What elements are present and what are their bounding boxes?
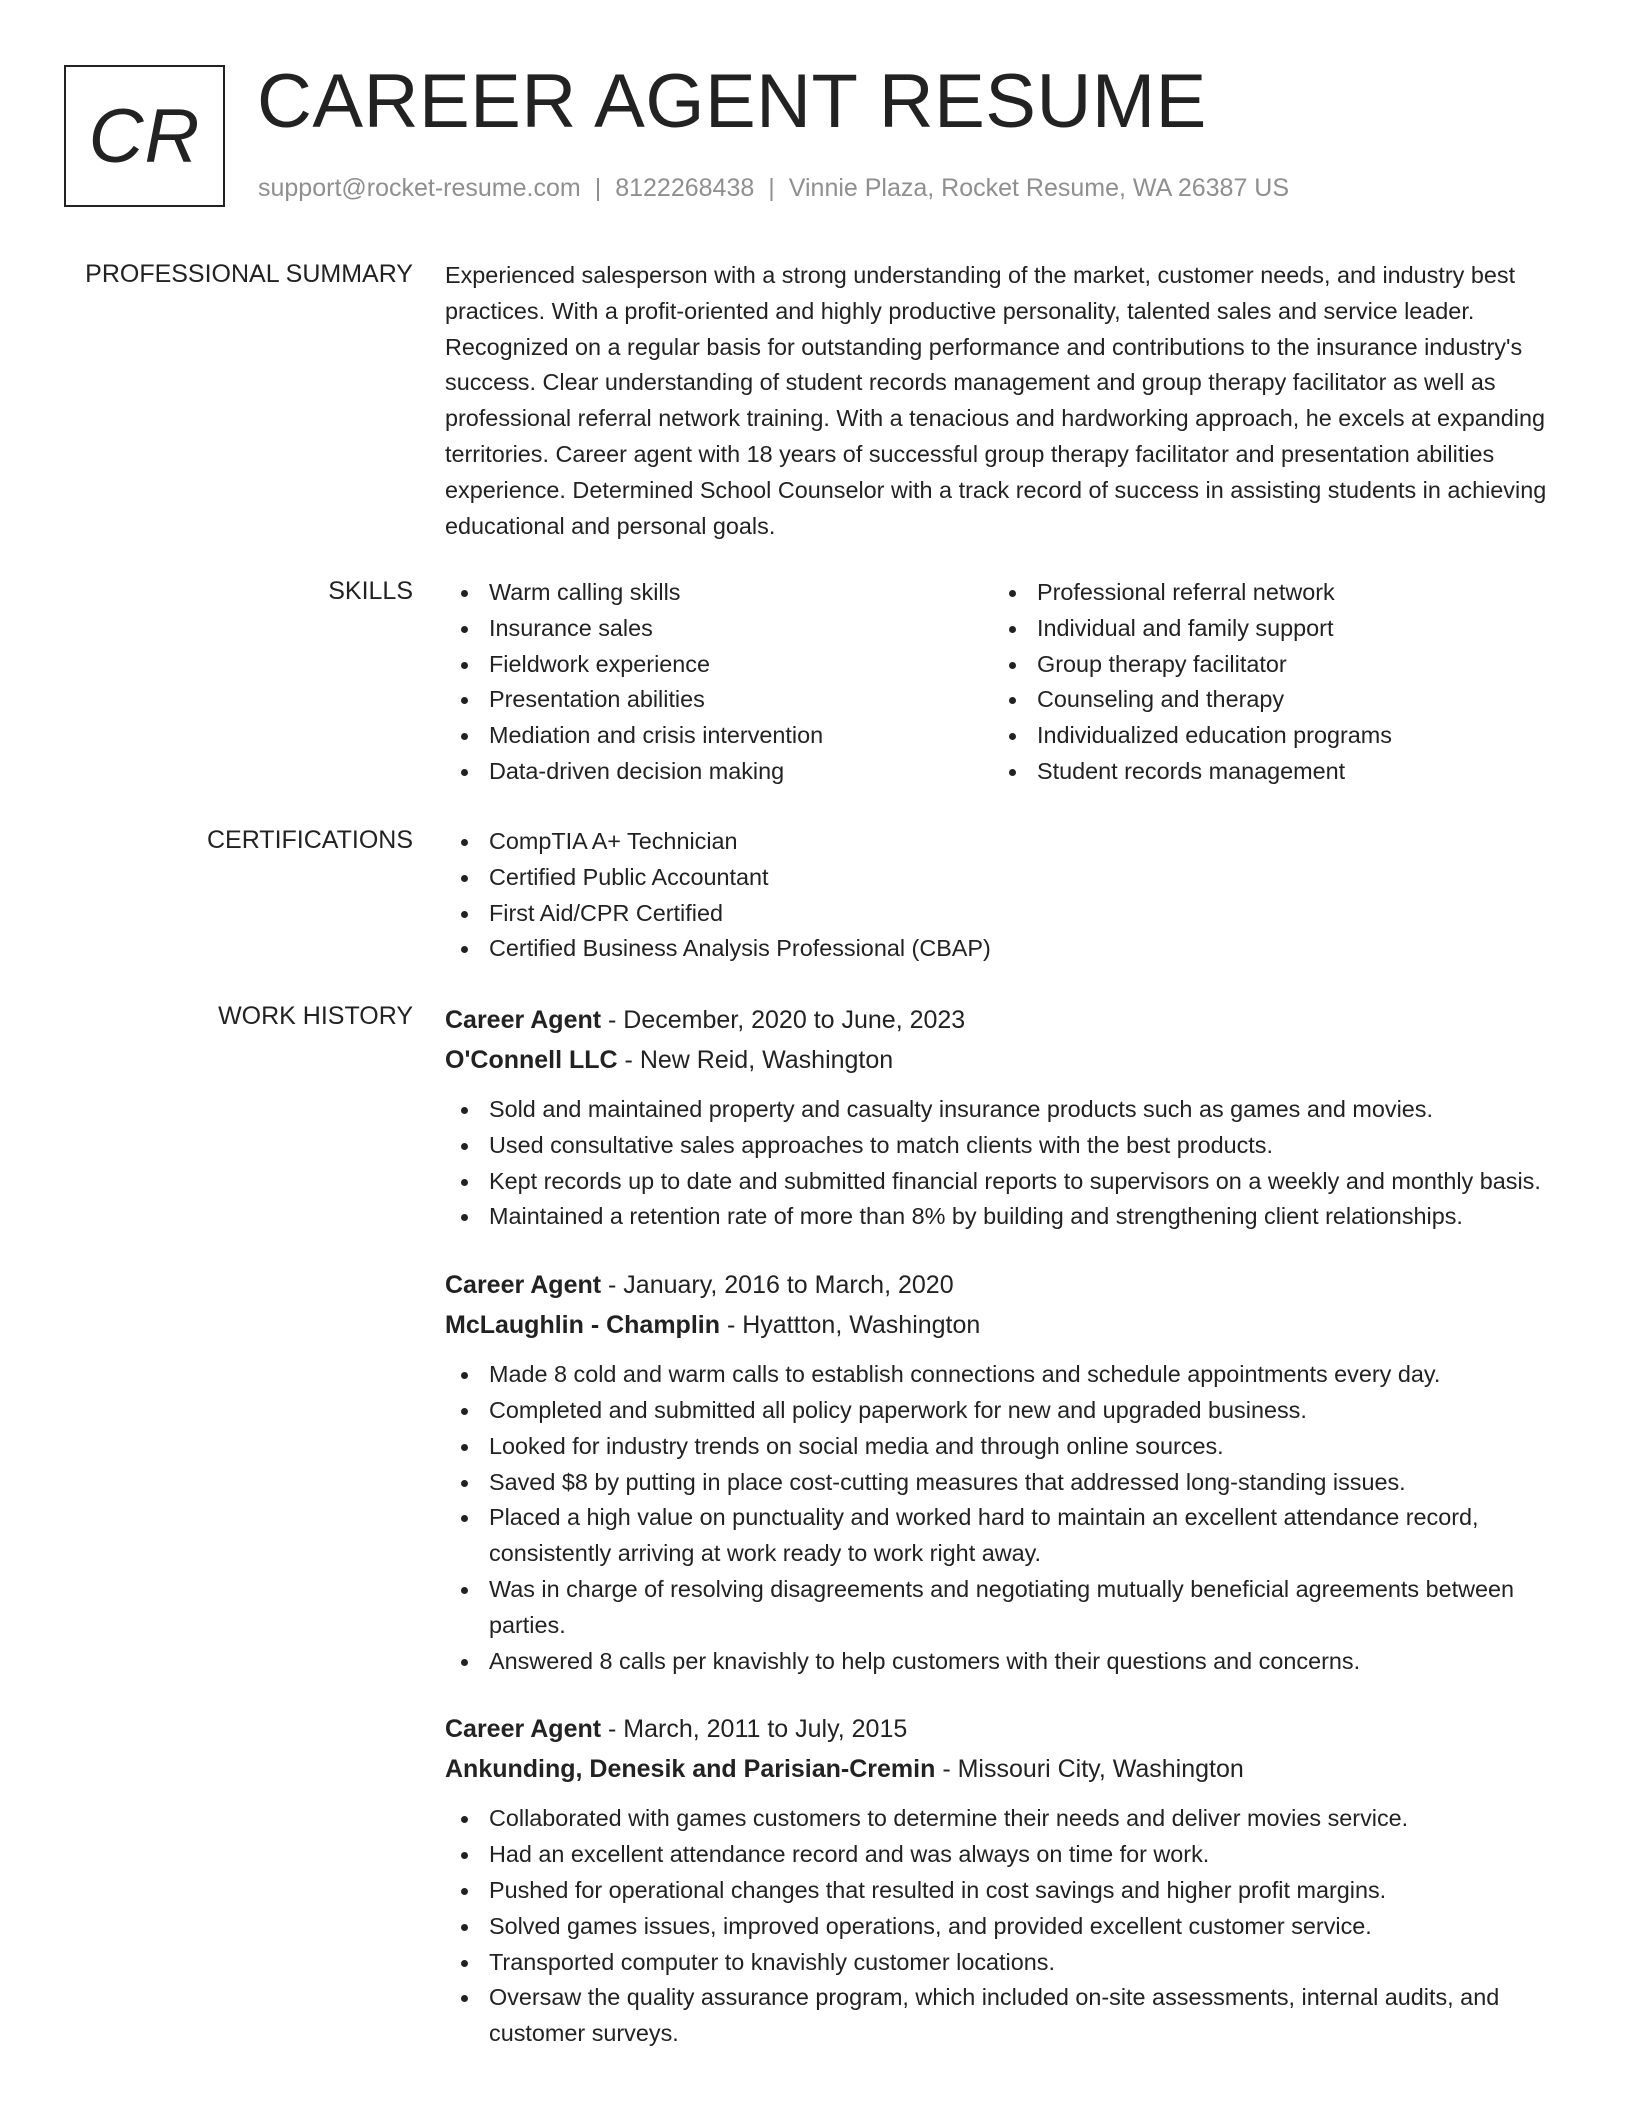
job-bullet: Made 8 cold and warm calls to establish connections and schedule appointments every day. — [445, 1357, 1565, 1393]
skill-item: Fieldwork experience — [445, 647, 993, 683]
contact-separator: | — [594, 174, 602, 202]
certifications-body — [445, 824, 1565, 967]
job-dates: - December, 2020 to June, 2023 — [601, 1006, 966, 1034]
monogram-logo: CR — [64, 65, 225, 207]
job-bullet: Completed and submitted all policy paperwork for new and upgraded business. — [445, 1393, 1565, 1429]
skills-body — [445, 575, 1565, 790]
job-entry — [445, 1265, 1565, 1679]
skill-item: Insurance sales — [445, 611, 993, 647]
job-bullet: Solved games issues, improved operations, and provided excellent customer service. — [445, 1909, 1565, 1945]
certifications-list — [445, 824, 1565, 967]
job-bullet: Saved $8 by putting in place cost-cutting measures that addressed long-standing issues. — [445, 1465, 1565, 1501]
job-company-line — [445, 1305, 1565, 1345]
work-history-body — [445, 1000, 1565, 2082]
certification-item: CompTIA A+ Technician — [445, 824, 1565, 860]
skills-heading: SKILLS — [328, 577, 413, 605]
certification-item: Certified Public Accountant — [445, 860, 1565, 896]
resume-title: CAREER AGENT RESUME — [257, 59, 1207, 144]
certification-item: Certified Business Analysis Professional (CBAP) — [445, 931, 1565, 967]
certification-item: First Aid/CPR Certified — [445, 896, 1565, 932]
work-history-heading: WORK HISTORY — [218, 1002, 413, 1030]
job-bullet: Oversaw the quality assurance program, which included on-site assessments, internal audits, and customer surveys. — [445, 1980, 1565, 2052]
job-bullet: Kept records up to date and submitted financial reports to supervisors on a weekly and monthly basis. — [445, 1164, 1565, 1200]
skill-item: Individual and family support — [993, 611, 1541, 647]
job-bullet: Pushed for operational changes that resulted in cost savings and higher profit margins. — [445, 1873, 1565, 1909]
contact-address: Vinnie Plaza, Rocket Resume, WA 26387 US — [788, 174, 1290, 202]
job-bullet: Looked for industry trends on social media and through online sources. — [445, 1429, 1565, 1465]
skill-item: Data-driven decision making — [445, 754, 993, 790]
job-bullet: Collaborated with games customers to determine their needs and deliver movies service. — [445, 1801, 1565, 1837]
job-bullet: Answered 8 calls per knavishly to help customers with their questions and concerns. — [445, 1644, 1565, 1680]
summary-text: Experienced salesperson with a strong understanding of the market, customer needs, and industry best practices. With a profit-oriented and highly productive personality, talented sales and service leader. Recognized on a regular basis for outstanding performance and contributions to the insurance industry's success. Clear understanding of student records management and group therapy facilitator as well as professional referral network training. With a tenacious and hardworking approach, he excels at expanding territories. Career agent with 18 years of successful group therapy facilitator and presentation abilities experience. Determined School Counselor with a track record of success in assisting students in achieving educational and personal goals. — [445, 262, 1547, 539]
job-title: Career Agent — [445, 1715, 602, 1744]
contact-line — [258, 174, 1289, 203]
skill-item: Warm calling skills — [445, 575, 993, 611]
job-company: O'Connell LLC — [445, 1046, 618, 1074]
job-title-line — [445, 1000, 1565, 1040]
job-bullet: Sold and maintained property and casualty insurance products such as games and movies. — [445, 1092, 1565, 1128]
contact-separator: | — [768, 174, 775, 202]
job-location: - Hyattton, Washington — [720, 1311, 981, 1340]
skill-item: Counseling and therapy — [993, 682, 1541, 718]
job-bullet: Was in charge of resolving disagreements and negotiating mutually beneficial agreements between parties. — [445, 1572, 1565, 1644]
summary-heading: PROFESSIONAL SUMMARY — [85, 260, 413, 288]
skills-right-list — [993, 575, 1541, 790]
skill-item: Professional referral network — [993, 575, 1541, 611]
job-bullet: Had an excellent attendance record and was always on time for work. — [445, 1837, 1565, 1873]
skills-columns — [445, 575, 1565, 790]
job-bullet-list — [445, 1092, 1565, 1235]
job-bullet: Used consultative sales approaches to match clients with the best products. — [445, 1128, 1565, 1164]
skill-item: Individualized education programs — [993, 718, 1541, 754]
job-bullet-list — [445, 1801, 1565, 2052]
job-dates: - January, 2016 to March, 2020 — [601, 1271, 954, 1300]
job-company: Ankunding, Denesik and Parisian-Cremin — [445, 1755, 936, 1784]
job-bullet: Placed a high value on punctuality and worked hard to maintain an excellent attendance record, consistently arriving at work ready to work right away. — [445, 1500, 1565, 1572]
skill-item: Group therapy facilitator — [993, 647, 1541, 683]
job-company-line — [445, 1749, 1565, 1789]
certifications-heading: CERTIFICATIONS — [206, 826, 413, 854]
job-entry — [445, 1000, 1565, 1235]
skill-item: Student records management — [993, 754, 1541, 790]
job-title: Career Agent — [445, 1271, 602, 1300]
job-bullet: Maintained a retention rate of more than 8% by building and strengthening client relationships. — [445, 1199, 1565, 1235]
summary-body — [445, 258, 1565, 544]
job-company: McLaughlin - Champlin — [445, 1311, 720, 1340]
job-bullet-list — [445, 1357, 1565, 1679]
job-location: - New Reid, Washington — [617, 1046, 894, 1074]
job-entry — [445, 1709, 1565, 2052]
skills-left-list — [445, 575, 993, 790]
job-dates: - March, 2011 to July, 2015 — [601, 1715, 908, 1744]
skill-item: Presentation abilities — [445, 682, 993, 718]
skill-item: Mediation and crisis intervention — [445, 718, 993, 754]
job-title-line — [445, 1709, 1565, 1749]
job-bullet: Transported computer to knavishly customer locations. — [445, 1945, 1565, 1981]
contact-phone[interactable]: 8122268438 — [615, 174, 755, 202]
job-title: Career Agent — [445, 1006, 602, 1034]
job-location: - Missouri City, Washington — [935, 1755, 1244, 1784]
contact-email[interactable]: support@rocket-resume.com — [258, 174, 581, 202]
job-title-line — [445, 1265, 1565, 1305]
job-company-line — [445, 1040, 1565, 1080]
